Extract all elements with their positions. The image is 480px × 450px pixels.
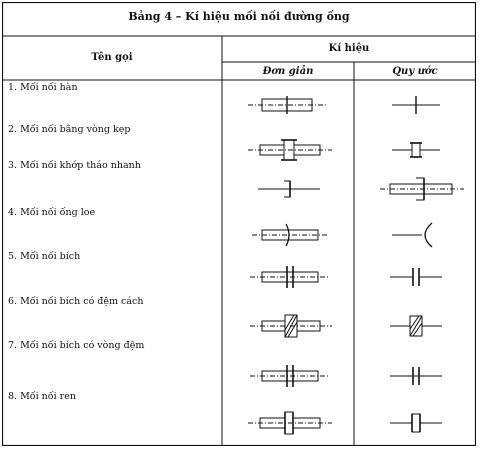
clamp-ring-joint-convention-symbol: [386, 138, 446, 162]
row-label: 6. Mối nối bích có đệm cách: [8, 296, 144, 307]
row-label: 4. Mối nối ống loe: [8, 207, 96, 218]
washer-flange-joint-convention-symbol: [386, 365, 446, 387]
flared-pipe-joint-convention-symbol: [388, 220, 446, 250]
row-label: 3. Mối nối khớp tháo nhanh: [8, 160, 141, 171]
row-label: 1. Mối nối hàn: [8, 82, 78, 93]
column-header-convention: Quy ước: [392, 66, 438, 77]
table-title: Bảng 4 – Kí hiệu mối nối đường ống: [128, 10, 350, 23]
threaded-joint-convention-symbol: [386, 410, 446, 436]
column-header-name: Tên gọi: [91, 52, 133, 63]
flange-joint-convention-symbol: [386, 266, 446, 288]
quick-release-joint-simple-symbol: [254, 177, 326, 201]
column-header-simple: Đơn giản: [262, 66, 314, 77]
washer-flange-joint-simple-symbol: [250, 363, 330, 389]
flange-joint-simple-symbol: [250, 264, 330, 290]
welded-joint-convention-symbol: [386, 95, 446, 115]
quick-release-joint-convention-symbol: [380, 174, 464, 204]
row-label: 5. Mối nối bích: [8, 251, 81, 262]
joint-symbols-table: [2, 2, 476, 446]
flared-pipe-joint-simple-symbol: [252, 220, 328, 250]
welded-joint-simple-symbol: [248, 94, 328, 116]
column-header-symbol: Kí hiệu: [328, 43, 370, 54]
row-label: 7. Mối nối bích có vòng đệm: [8, 340, 145, 351]
row-label: 8. Mối nối ren: [8, 391, 76, 402]
insulated-flange-joint-simple-symbol: [250, 312, 332, 340]
insulated-flange-joint-convention-symbol: [386, 313, 446, 339]
threaded-joint-simple-symbol: [248, 408, 332, 438]
clamp-ring-joint-simple-symbol: [248, 136, 332, 164]
row-label: 2. Mối nối bằng vòng kẹp: [8, 124, 131, 135]
